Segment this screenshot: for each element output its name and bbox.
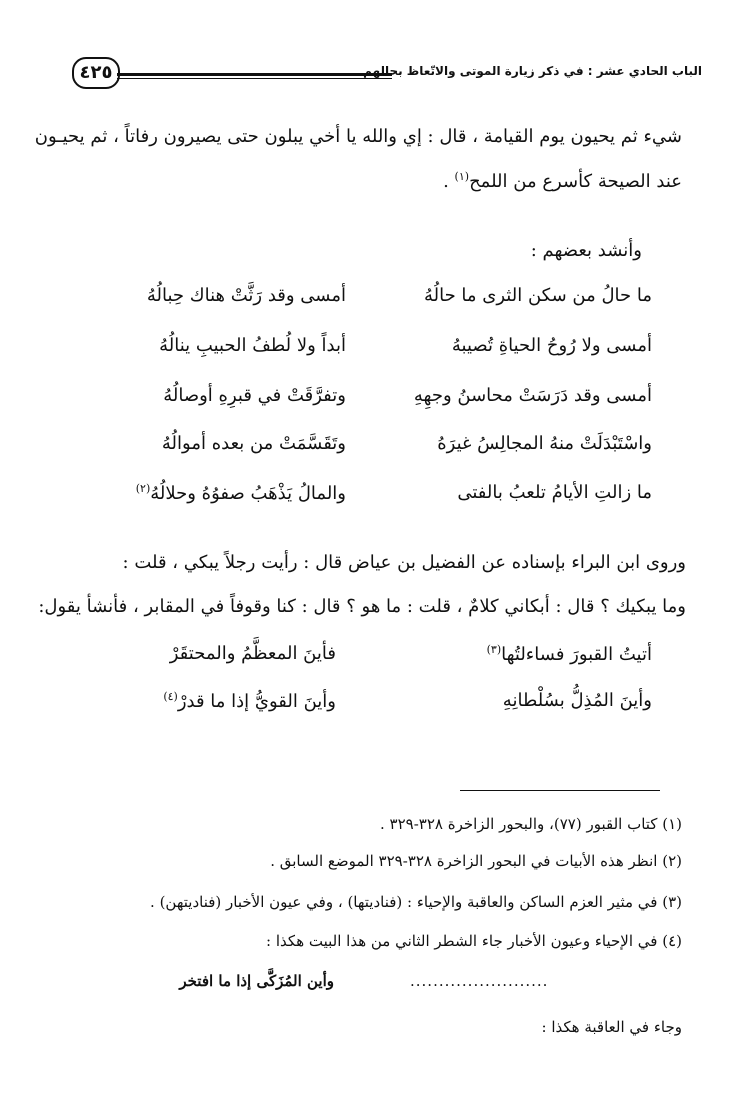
poem2-line1-right-text: أتيتُ القبورَ فساءلتُها xyxy=(501,644,652,665)
poem1-hemistich-left xyxy=(136,482,346,504)
footnote-2: (٢) انظر هذه الأبيات في البحور الزاخرة ٣٢٨-٣٢٩ الموضع السابق . xyxy=(270,852,682,870)
para1-line2-text: عند الصيحة كأسرع من اللمح xyxy=(469,171,682,192)
para1-line1: شيء ثم يحيون يوم القيامة ، قال : إي والله يا أخي يبلون حتى يصيرون رفاتاً ، ثم يحيـون xyxy=(34,126,682,147)
footnote-ref-1: (١) xyxy=(454,170,470,183)
poem1-hemistich-right: أمسى ولا رُوحُ الحياةِ تُصيبهُ xyxy=(451,335,652,356)
para1-line2 xyxy=(443,170,682,192)
footnote-separator xyxy=(460,790,660,791)
header-rule xyxy=(117,73,392,76)
poem1-last-left-text: والمالُ يَذْهَبُ صفوُهُ وحلالُهُ xyxy=(150,483,346,504)
footnote-ref-2: (٢) xyxy=(135,482,151,495)
running-title: الباب الحادي عشر : في ذكر زيارة الموتى والاتّعاظ بحالهم xyxy=(363,64,702,78)
poem1-hemistich-right: واسْتَبْدَلَتْ منهُ المجالِسُ غيرَهُ xyxy=(437,433,652,454)
footnote-ref-3: (٣) xyxy=(486,643,502,656)
poem2-hemistich-left xyxy=(163,690,336,712)
poem2-hemistich-right xyxy=(487,643,652,665)
footnote-ref-4: (٤) xyxy=(163,690,178,703)
poem1-hemistich-left: وتفرَّقَتْ في قبرِهِ أوصالُهُ xyxy=(163,385,346,406)
poem1-hemistich-left: وتَقَسَّمَتْ من بعده أموالُهُ xyxy=(161,433,346,454)
page-header xyxy=(62,60,702,90)
footnote-4-verse: وأين المُزَكَّى إذا ما افتخر xyxy=(179,972,334,990)
footnote-4-followup: وجاء في العاقبة هكذا : xyxy=(541,1018,682,1036)
footnote-4: (٤) في الإحياء وعيون الأخبار جاء الشطر الثاني من هذا البيت هكذا : xyxy=(266,932,682,950)
footnote-1: (١) كتاب القبور (٧٧)، والبحور الزاخرة ٣٢٨-٣٢٩ . xyxy=(379,815,682,833)
poem1-hemistich-right: ما حالُ من سكن الثرى ما حالُهُ xyxy=(423,285,652,306)
poem2-line2-left-text: وأينَ القويُّ إذا ما قدرْ xyxy=(177,691,336,712)
para2-line2: وما يبكيك ؟ قال : أبكاني كلامٌ ، قلت : ما هو ؟ قال : كنا وقوفاً في المقابر ، فأنشأ يقول: xyxy=(38,596,686,617)
para1-end: . xyxy=(443,171,449,192)
poem1-hemistich-right: ما زالتِ الأيامُ تلعبُ بالفتى xyxy=(457,482,652,503)
poem1-hemistich-left: أبداً ولا لُطفُ الحبيبِ ينالُهُ xyxy=(159,335,346,356)
poem2-hemistich-left: فأينَ المعظَّمُ والمحتقَرْ xyxy=(169,643,336,664)
poem2-hemistich-right: وأينَ المُذِلُّ بسُلْطانِهِ xyxy=(502,690,652,711)
poem1-hemistich-left: أمسى وقد رَثَّتْ هناك حِبالُهُ xyxy=(146,285,346,306)
header-rule-thin xyxy=(117,78,392,79)
poem1-hemistich-right: أمسى وقد دَرَسَتْ محاسنُ وجهِهِ xyxy=(413,385,652,406)
page-number: ٤٢٥ xyxy=(72,57,120,89)
para2-line1: وروى ابن البراء بإسناده عن الفضيل بن عياض قال : رأيت رجلاً يبكي ، قلت : xyxy=(122,552,686,573)
poem-intro: وأنشد بعضهم : xyxy=(530,240,642,261)
footnote-4-dots: ........................ xyxy=(410,972,549,990)
footnote-3: (٣) في مثير العزم الساكن والعاقبة والإحياء : (فناديتها) ، وفي عيون الأخبار (فناديتهن) . xyxy=(150,893,682,911)
